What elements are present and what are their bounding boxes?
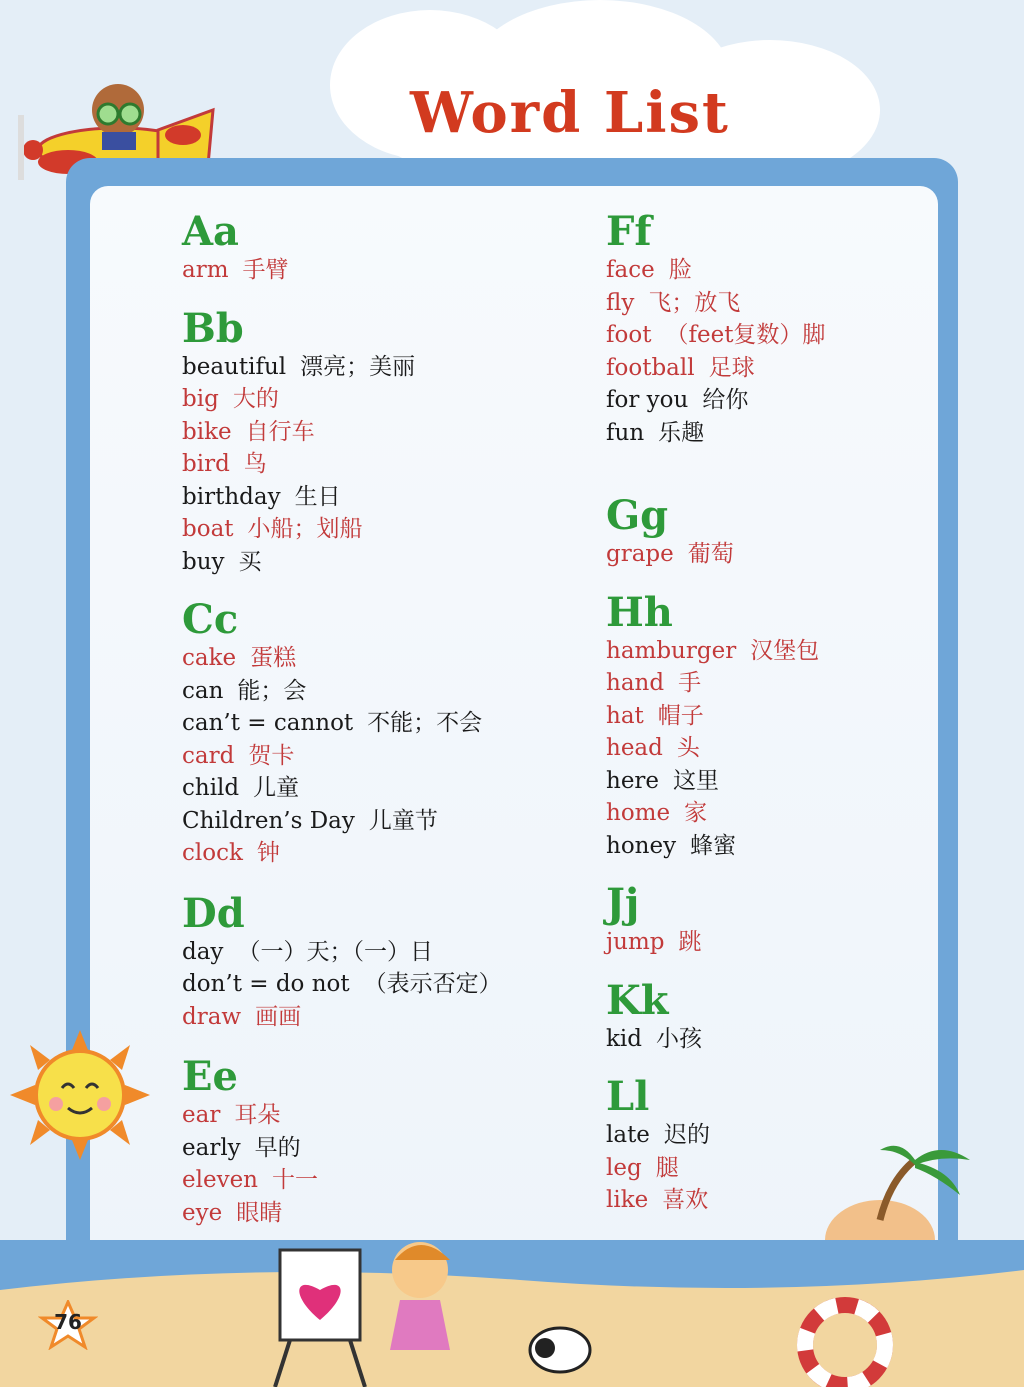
word-entry bbox=[182, 351, 582, 384]
sun-illustration bbox=[10, 1030, 150, 1160]
chinese-meaning: 能；会 bbox=[237, 677, 307, 704]
chinese-meaning: 跳 bbox=[678, 929, 702, 955]
word-entry bbox=[182, 1197, 582, 1230]
letter-section bbox=[182, 1055, 582, 1229]
chinese-meaning: 早的 bbox=[254, 1134, 301, 1161]
page-number: 76 bbox=[54, 1310, 82, 1334]
section-letter: Jj bbox=[606, 880, 640, 927]
chinese-meaning: 头 bbox=[676, 735, 700, 761]
section-letter: Ff bbox=[606, 208, 652, 255]
word-entry bbox=[182, 448, 582, 481]
word-entry bbox=[182, 513, 582, 546]
letter-section bbox=[182, 304, 582, 579]
section-letter: Cc bbox=[182, 596, 239, 643]
chinese-meaning: 腿 bbox=[655, 1154, 679, 1181]
letter-section bbox=[182, 598, 582, 870]
english-word: draw bbox=[182, 1003, 242, 1030]
english-word: card bbox=[182, 742, 235, 769]
chinese-meaning: 喜欢 bbox=[662, 1187, 709, 1213]
english-word: grape bbox=[606, 541, 674, 567]
letter-section bbox=[182, 889, 582, 1034]
chinese-meaning: 小孩 bbox=[656, 1025, 703, 1052]
letter-section bbox=[606, 588, 926, 863]
word-entry bbox=[182, 383, 582, 416]
english-word: fly bbox=[606, 289, 635, 316]
english-word: hamburger bbox=[606, 637, 737, 664]
english-word: beautiful bbox=[182, 353, 287, 380]
chinese-meaning: （一）天；（一）日 bbox=[237, 938, 433, 965]
letter-section bbox=[606, 210, 926, 449]
word-entry bbox=[606, 538, 926, 571]
chinese-meaning: 帽子 bbox=[657, 702, 704, 729]
english-word: cake bbox=[182, 645, 237, 671]
chinese-meaning: 画画 bbox=[255, 1003, 302, 1030]
chinese-meaning: 贺卡 bbox=[248, 742, 295, 769]
english-word: like bbox=[606, 1187, 649, 1213]
word-entry bbox=[606, 635, 926, 668]
word-entry bbox=[182, 1164, 582, 1197]
word-entry bbox=[182, 936, 582, 969]
english-word: jump bbox=[606, 929, 665, 955]
english-word: arm bbox=[182, 257, 229, 283]
section-letter: Kk bbox=[606, 976, 669, 1024]
word-entry bbox=[606, 830, 926, 863]
chinese-meaning: 眼睛 bbox=[236, 1199, 283, 1226]
english-word: boat bbox=[182, 516, 234, 542]
chinese-meaning: 迟的 bbox=[663, 1122, 710, 1148]
english-word: buy bbox=[182, 548, 225, 575]
word-entry bbox=[606, 287, 926, 320]
chinese-meaning: 脸 bbox=[668, 257, 692, 283]
chinese-meaning: 手 bbox=[678, 670, 702, 696]
word-entry bbox=[606, 700, 926, 733]
chinese-meaning: 不能；不会 bbox=[367, 710, 483, 736]
chinese-meaning: （feet复数）脚 bbox=[665, 322, 826, 348]
chinese-meaning: 儿童 bbox=[253, 775, 300, 801]
word-entry bbox=[606, 797, 926, 830]
word-entry bbox=[182, 837, 582, 870]
word-entry bbox=[182, 1099, 582, 1132]
chinese-meaning: （表示否定） bbox=[363, 971, 502, 997]
english-word: clock bbox=[182, 840, 243, 866]
english-word: day bbox=[182, 938, 224, 965]
chinese-meaning: 十一 bbox=[272, 1167, 318, 1193]
english-word: ear bbox=[182, 1102, 221, 1128]
english-word: eye bbox=[182, 1199, 223, 1226]
english-word: birthday bbox=[182, 483, 281, 510]
english-word: don’t = do not bbox=[182, 971, 350, 997]
chinese-meaning: 儿童节 bbox=[368, 807, 438, 834]
section-letter: Dd bbox=[182, 889, 245, 937]
beach-illustration bbox=[0, 1240, 1024, 1387]
english-word: can bbox=[182, 677, 224, 704]
english-word: fun bbox=[606, 419, 645, 446]
word-entry bbox=[182, 1001, 582, 1034]
page-title: Word List bbox=[410, 80, 730, 146]
english-word: child bbox=[182, 775, 240, 801]
english-word: head bbox=[606, 735, 663, 761]
english-word: hand bbox=[606, 670, 665, 696]
section-letter: Bb bbox=[182, 304, 244, 352]
english-word: home bbox=[606, 800, 671, 826]
english-word: big bbox=[182, 386, 219, 412]
word-entry bbox=[182, 968, 582, 1001]
chinese-meaning: 蜂蜜 bbox=[690, 832, 737, 859]
chinese-meaning: 钟 bbox=[256, 840, 280, 866]
chinese-meaning: 家 bbox=[684, 800, 708, 826]
word-entry bbox=[182, 642, 582, 675]
word-entry bbox=[182, 254, 582, 287]
english-word: kid bbox=[606, 1025, 643, 1052]
chinese-meaning: 鸟 bbox=[243, 451, 267, 477]
chinese-meaning: 手臂 bbox=[242, 257, 289, 283]
chinese-meaning: 汉堡包 bbox=[750, 637, 820, 664]
section-letter: Aa bbox=[182, 208, 239, 255]
chinese-meaning: 给你 bbox=[702, 387, 749, 413]
english-word: face bbox=[606, 257, 655, 283]
word-entry bbox=[606, 926, 926, 959]
section-letter: Ll bbox=[606, 1073, 650, 1120]
english-word: early bbox=[182, 1134, 241, 1161]
right-column bbox=[606, 210, 926, 1217]
english-word: for you bbox=[606, 387, 689, 413]
english-word: eleven bbox=[182, 1167, 258, 1193]
word-entry bbox=[606, 667, 926, 700]
chinese-meaning: 蛋糕 bbox=[250, 645, 297, 671]
letter-section bbox=[606, 976, 926, 1056]
english-word: bike bbox=[182, 418, 232, 445]
letter-section bbox=[606, 494, 926, 571]
left-column bbox=[182, 210, 582, 1229]
chinese-meaning: 这里 bbox=[673, 767, 720, 794]
english-word: here bbox=[606, 767, 660, 794]
word-entry bbox=[606, 352, 926, 385]
chinese-meaning: 乐趣 bbox=[658, 419, 705, 446]
chinese-meaning: 葡萄 bbox=[687, 541, 734, 567]
word-entry bbox=[606, 417, 926, 450]
word-entry bbox=[182, 546, 582, 579]
word-entry bbox=[606, 765, 926, 798]
word-entry bbox=[182, 675, 582, 708]
word-entry bbox=[182, 707, 582, 740]
word-entry bbox=[606, 384, 926, 417]
chinese-meaning: 生日 bbox=[294, 483, 341, 510]
english-word: can’t = cannot bbox=[182, 710, 354, 736]
chinese-meaning: 漂亮；美丽 bbox=[300, 353, 416, 380]
english-word: late bbox=[606, 1122, 650, 1148]
word-entry bbox=[182, 416, 582, 449]
chinese-meaning: 买 bbox=[238, 548, 262, 575]
word-entry bbox=[606, 319, 926, 352]
chinese-meaning: 小船；划船 bbox=[247, 516, 363, 542]
letter-section bbox=[182, 210, 582, 287]
chinese-meaning: 自行车 bbox=[245, 418, 315, 445]
letter-section bbox=[606, 882, 926, 959]
chinese-meaning: 耳朵 bbox=[234, 1102, 281, 1128]
word-entry bbox=[182, 772, 582, 805]
word-entry bbox=[182, 1132, 582, 1165]
chinese-meaning: 大的 bbox=[232, 386, 279, 412]
english-word: bird bbox=[182, 451, 230, 477]
word-entry bbox=[606, 732, 926, 765]
english-word: football bbox=[606, 354, 695, 381]
english-word: Children’s Day bbox=[182, 807, 355, 834]
english-word: leg bbox=[606, 1154, 642, 1181]
english-word: hat bbox=[606, 702, 644, 729]
english-word: foot bbox=[606, 322, 652, 348]
english-word: honey bbox=[606, 832, 677, 859]
word-entry bbox=[182, 740, 582, 773]
section-letter: Ee bbox=[182, 1053, 238, 1100]
word-entry bbox=[606, 1023, 926, 1056]
chinese-meaning: 足球 bbox=[708, 354, 755, 381]
word-entry bbox=[606, 254, 926, 287]
section-letter: Hh bbox=[606, 588, 673, 636]
word-entry bbox=[182, 805, 582, 838]
chinese-meaning: 飞；放飞 bbox=[648, 289, 741, 316]
word-entry bbox=[182, 481, 582, 514]
section-letter: Gg bbox=[606, 492, 669, 539]
